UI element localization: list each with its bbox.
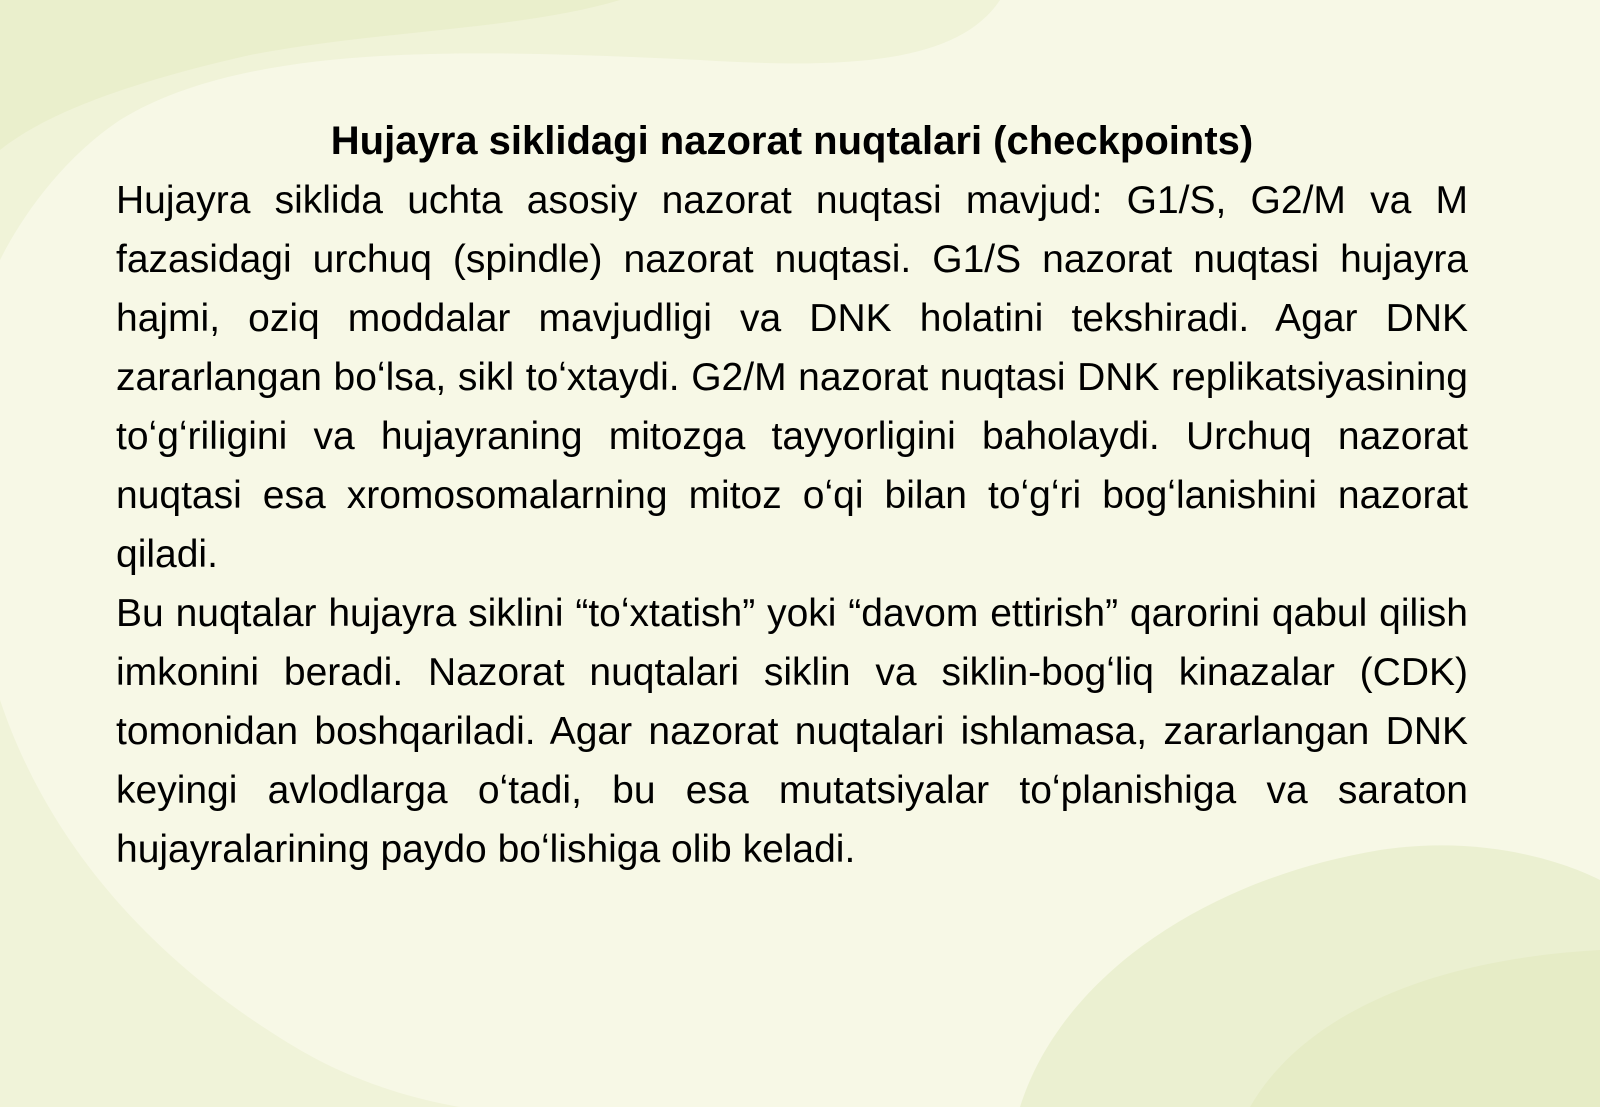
slide-content [116,112,1468,879]
body-paragraph-1: Hujayra siklida uchta asosiy nazorat nuqtasi mavjud: G1/S, G2/M va M fazasidagi urchuq (spindle) nazorat nuqtasi. G1/S nazorat nuqtasi hujayra hajmi, oziq moddalar mavjudligi va DNK holatini tekshiradi. Agar DNK zararlangan boʻlsa, sikl toʻxtaydi. G2/M nazorat nuqtasi DNK replikatsiyasining toʻgʻriligini va hujayraning mitozga tayyorligini baholaydi. Urchuq nazorat nuqtasi esa xromosomalarning mitoz oʻqi bilan toʻgʻri bogʻlanishini nazorat qiladi. [116,179,1468,576]
body-paragraph-2: Bu nuqtalar hujayra siklini “toʻxtatish” yoki “davom ettirish” qarorini qabul qilish imkonini beradi. Nazorat nuqtalari siklin va siklin-bogʻliq kinazalar (CDK) tomonidan boshqariladi. Agar nazorat nuqtalari ishlamasa, zararlangan DNK keyingi avlodlarga oʻtadi, bu esa mutatsiyalar toʻplanishiga va saraton hujayralarining paydo boʻlishiga olib keladi. [116,592,1468,871]
slide-title: Hujayra siklidagi nazorat nuqtalari (checkpoints) [330,119,1254,163]
